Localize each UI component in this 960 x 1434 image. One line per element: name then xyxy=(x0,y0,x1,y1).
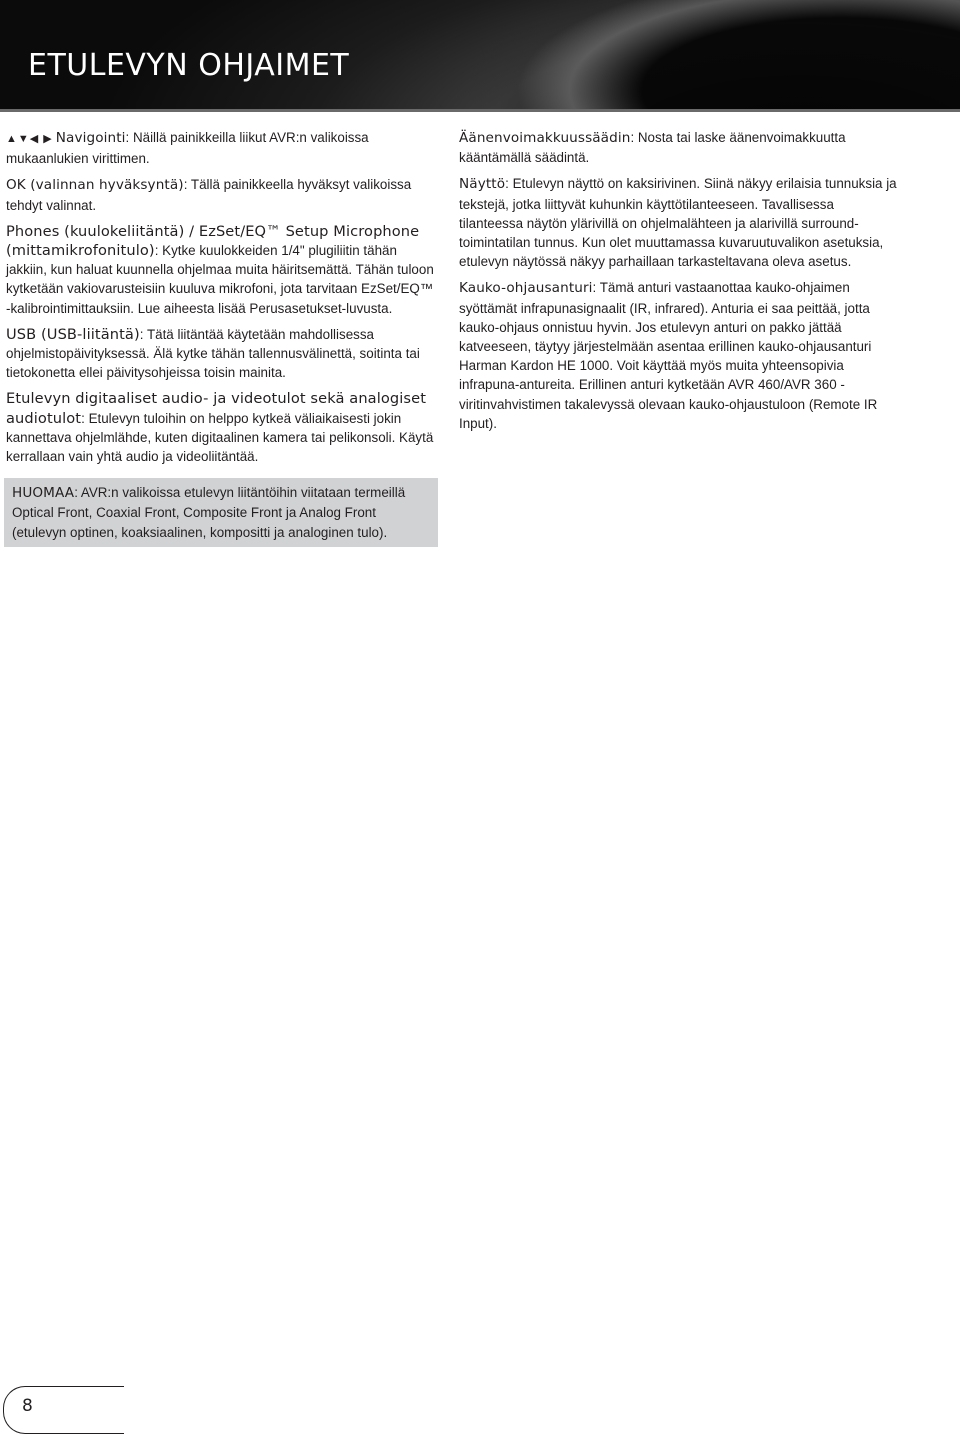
phones-paragraph xyxy=(6,222,434,318)
display-term: Näyttö xyxy=(459,176,506,193)
volume-text: : Nosta tai laske äänenvoimakkuutta kääntämällä säädintä. xyxy=(459,130,846,166)
navigation-arrows-icon: ▲▼◀ ▶ xyxy=(6,133,53,145)
ok-paragraph xyxy=(6,175,434,214)
front-inputs-term: Etulevyn digitaaliset audio- ja videotulot sekä analogiset audiotulot xyxy=(6,390,427,427)
navigation-text: : Näillä painikkeilla liikut AVR:n valikoissa mukaanlukien virittimen. xyxy=(6,130,369,167)
display-paragraph xyxy=(459,174,899,271)
page-number: 8 xyxy=(22,1396,33,1416)
remote-sensor-paragraph xyxy=(459,278,899,433)
usb-term: USB (USB-liitäntä) xyxy=(6,325,140,343)
usb-text: : Tätä liitäntää käytetään mahdollisessa ohjelmistopäivityksessä. Älä kytke tähän tallennusvälinettä, soitinta tai tietokonetta ellei päivitysohjeissa toisin mainita. xyxy=(6,326,420,381)
note-term: HUOMAA xyxy=(12,485,75,501)
header-banner xyxy=(0,0,960,112)
left-column xyxy=(6,128,434,473)
volume-term: Äänenvoimakkuussäädin xyxy=(459,130,631,146)
page-title: ETULEVYN OHJAIMET xyxy=(28,48,350,83)
remote-sensor-term: Kauko-ohjausanturi xyxy=(459,280,593,297)
usb-paragraph xyxy=(6,325,434,383)
navigation-term: Navigointi xyxy=(55,130,126,146)
right-column xyxy=(459,128,899,440)
phones-text: : Kytke kuulokkeiden 1/4" plugiliitin tähän jakkiin, kun haluat kuunnella ohjelmaa muita häiritsemättä. Tähän tuloon kytketään vakiovarusteisiin kuuluva mikrofoni, jota tarvitaan EzSet/EQ™ -kalibrointimittauksiin. Lue aiheesta lisää Perusasetukset-luvusta. xyxy=(6,243,434,316)
phones-term: Phones (kuulokeliitäntä) / EzSet/EQ™ Setup Microphone (mittamikrofonitulo) xyxy=(6,222,420,260)
ok-text: : Tällä painikkeella hyväksyt valikoissa tehdyt valinnat. xyxy=(6,177,412,213)
ok-term: OK (valinnan hyväksyntä) xyxy=(6,177,184,194)
note-box xyxy=(4,478,438,547)
navigation-paragraph xyxy=(6,128,434,168)
note-text: : AVR:n valikoissa etulevyn liitäntöihin viitataan termeillä Optical Front, Coaxial Front, Composite Front ja Analog Front (etulevyn optinen, koaksiaalinen, kompositti ja analoginen tulo). xyxy=(12,485,406,540)
remote-sensor-text: : Tämä anturi vastaanottaa kauko-ohjaimen syöttämät infrapunasignaalit (IR, infrared). Anturia ei saa peittää, jotta kauko-ohjaus onnistuu hyvin. Jos etulevyn anturi on pakko jättää katveeseen, täytyy järjestelmään asentaa erillinen kauko-ohjausanturi Harman Kardon HE 1000. Voit käyttää myös muita yhteensopivia infrapuna-antureita. Erillinen anturi kytketään AVR 460/AVR 360 -viritinvahvistimen takalevyssä olevaan kauko-ohjaustuloon (Remote IR Input). xyxy=(459,280,878,431)
front-inputs-text: : Etulevyn tuloihin on helppo kytkeä väliaikaisesti jokin kannettava ohjelmlähde, kuten digitaalinen kamera tai pelikonsoli. Käytä kerrallaan vain yhtä audio ja videoliitäntää. xyxy=(6,410,434,465)
display-text: : Etulevyn näyttö on kaksirivinen. Siinä näkyy erilaisia tunnuksia ja tekstejä, jotka liittyvät kuhunkin käyttötilanteeseen. Tavallisessa tilanteessa näytön ylärivillä on ohjelmalähteen ja alarivillä surround-toimintatilan tunnus. Kun olet muuttamassa kuvaruutuvalikon asetuksia, etulevyn näytössä näkyy parhaillaan tarkasteltavana oleva asetus. xyxy=(459,176,897,270)
volume-paragraph xyxy=(459,128,899,167)
front-inputs-paragraph xyxy=(6,389,434,466)
